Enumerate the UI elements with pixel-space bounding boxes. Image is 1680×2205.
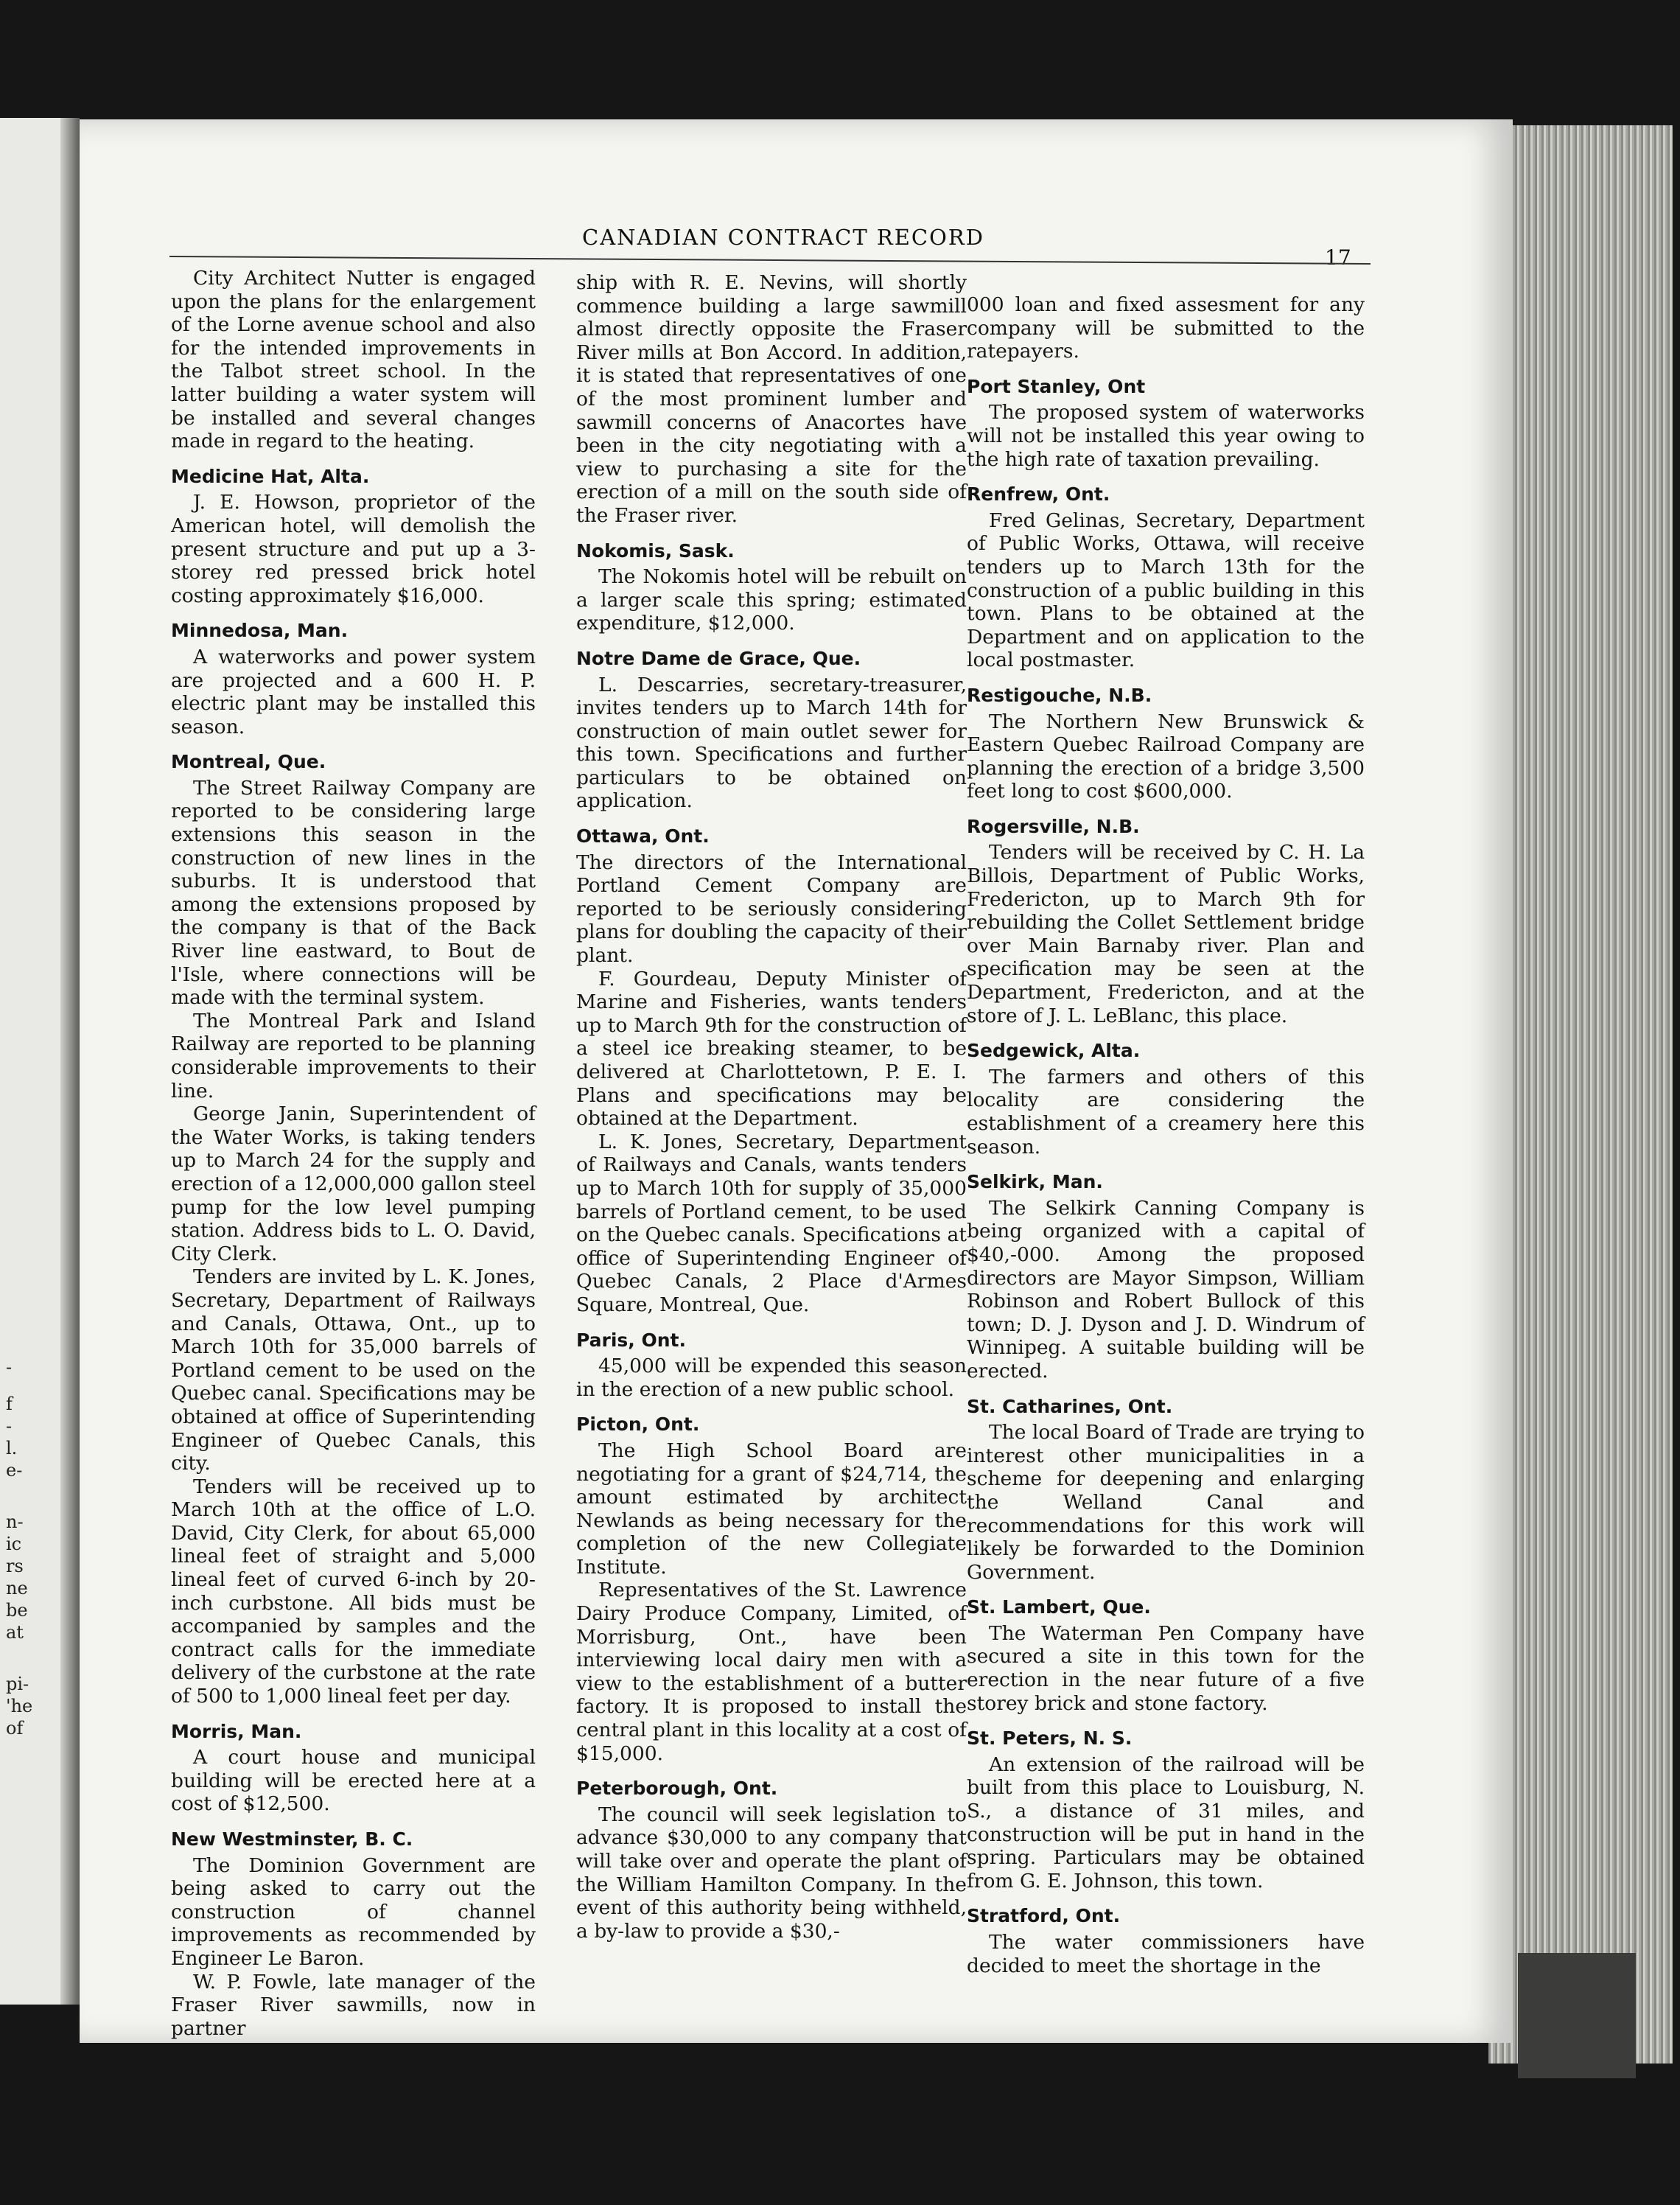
fragment: at xyxy=(6,1622,24,1643)
place-heading: Rogersville, N.B. xyxy=(967,815,1140,837)
fragment: ic xyxy=(6,1534,22,1554)
paragraph: The local Board of Trade are trying to interest other municipalities in a scheme for deepening and enlarging the Welland Canal and recommendations for this work will likely be forwarded to the Dominion Government. xyxy=(967,1421,1365,1584)
paragraph: The Northern New Brunswick & Eastern Quebec Railroad Company are planning the erection of a bridge 3,500 feet long to cost $600,000. xyxy=(967,710,1365,803)
fragment: be xyxy=(6,1600,28,1621)
place-heading: Port Stanley, Ont xyxy=(967,375,1146,397)
place-heading: St. Peters, N. S. xyxy=(967,1727,1133,1750)
paragraph: The Street Railway Company are reported to be considering large extensions this season in the construction of new lines in the suburbs. It is understood that among the extensions proposed by the company is that of the Back River line eastward, to Bout de l'Isle, where connections will be made with the terminal system. xyxy=(171,776,536,1010)
paragraph: Tenders will be received up to March 10th at the office of L.O. David, City Clerk, for about 65,000 lineal feet of straight and 5,000 lineal feet of curved 6-inch by 20-inch curbstone. All bids must be accompanied by samples and the contract calls for the immediate delivery of the curbstone at the rate of 500 to 1,000 lineal feet per day. xyxy=(171,1475,536,1708)
paragraph: Tenders will be received by C. H. La Billois, Department of Public Works, Fredericton, up to March 9th for rebuilding the Collet Settlement bridge over Main Barnaby river. Plan and specification may be seen at the Department, Fredericton, and at the store of J. L. LeBlanc, this place. xyxy=(967,841,1365,1027)
paragraph: F. Gourdeau, Deputy Minister of Marine and Fisheries, wants tenders up to March 9th for the construction of a steel ice breaking steamer, to be delivered at Charlottetown, P. E. I. Plans and specifications may be obtained at the Department. xyxy=(576,967,967,1131)
paragraph: The Nokomis hotel will be rebuilt on a larger scale this spring; estimated expenditure, $12,000. xyxy=(576,565,967,635)
place-heading: Peterborough, Ont. xyxy=(576,1778,778,1800)
paragraph: The Dominion Government are being asked to carry out the construction of channel improvements as recommended by Engineer Le Baron. xyxy=(171,1853,536,1970)
place-heading: Sedgewick, Alta. xyxy=(967,1040,1141,1062)
paragraph: A waterworks and power system are projected and a 600 H. P. electric plant may be installed this season. xyxy=(171,645,536,738)
fragment: - xyxy=(6,1357,13,1377)
column-2 xyxy=(576,271,967,1943)
column-3 xyxy=(967,293,1365,1977)
paragraph: L. Descarries, secretary-treasurer, invites tenders up to March 14th for construction of main outlet sewer for this town. Specifications and further particulars to be obtained on application. xyxy=(576,673,967,813)
book-cover-corner xyxy=(1518,1953,1636,2078)
fragment: 'he xyxy=(6,1696,33,1716)
place-heading: New Westminster, B. C. xyxy=(171,1828,413,1850)
place-heading: Montreal, Que. xyxy=(171,751,326,773)
paragraph: 000 loan and fixed assesment for any company will be submitted to the ratepayers. xyxy=(967,293,1365,363)
place-heading: Renfrew, Ont. xyxy=(967,483,1110,506)
paragraph: The Waterman Pen Company have secured a site in this town for the erection in the near future of a five storey brick and stone factory. xyxy=(967,1621,1365,1715)
place-heading: Restigouche, N.B. xyxy=(967,684,1152,706)
paragraph: W. P. Fowle, late manager of the Fraser River sawmills, now in partner xyxy=(171,1970,536,2040)
fragment: rs xyxy=(6,1556,24,1576)
fragment: pi- xyxy=(6,1674,29,1694)
running-header: CANADIAN CONTRACT RECORD xyxy=(582,225,984,250)
fragment: l. xyxy=(6,1438,18,1458)
place-heading: Ottawa, Ont. xyxy=(576,825,710,848)
fragment: - xyxy=(6,1416,13,1436)
book-page-edges xyxy=(1488,125,1673,2064)
paragraph: The council will seek legislation to advance $30,000 to any company that will take over and operate the plant of the William Hamilton Company. In the event of this authority being withheld, a by-law to provide a $30,- xyxy=(576,1803,967,1943)
place-heading: Stratford, Ont. xyxy=(967,1905,1121,1927)
place-heading: St. Lambert, Que. xyxy=(967,1596,1151,1618)
paragraph: ship with R. E. Nevins, will shortly commence building a large sawmill almost directly opposite the Fraser River mills at Bon Accord. In addition, it is stated that representatives of one of the most prominent lumber and sawmill concerns of Anacortes have been in the city negotiating with a view to purchasing a site for the erection of a mill on the south side of the Fraser river. xyxy=(576,271,967,527)
fragment: ne xyxy=(6,1578,28,1598)
book-gutter xyxy=(60,118,80,2005)
paragraph: The water commissioners have decided to meet the shortage in the xyxy=(967,1931,1365,1977)
fragment: of xyxy=(6,1718,24,1739)
paragraph: George Janin, Superintendent of the Water Works, is taking tenders up to March 24 for the supply and erection of a 12,000,000 gallon steel pump for the low level pumping station. Address bids to L. O. David, City Clerk. xyxy=(171,1102,536,1265)
paragraph: Fred Gelinas, Secretary, Department of Public Works, Ottawa, will receive tenders up to March 13th for the construction of a public building in this town. Plans to be obtained at the Department and on application to the local postmaster. xyxy=(967,509,1365,672)
place-heading: Notre Dame de Grace, Que. xyxy=(576,647,861,669)
paragraph: Tenders are invited by L. K. Jones, Secretary, Department of Railways and Canals, Ottawa, Ont., up to March 10th for 35,000 barrels of Portland cement to be used on the Quebec canal. Specifications may be obtained at office of Superintending Engineer of Quebec Canals, this city. xyxy=(171,1265,536,1475)
paragraph: The High School Board are negotiating for a grant of $24,714, the amount estimated by architect Newlands as being necessary for the completion of the new Collegiate Institute. xyxy=(576,1439,967,1579)
paragraph: The Montreal Park and Island Railway are reported to be planning considerable improvements to their line. xyxy=(171,1009,536,1102)
place-heading: Medicine Hat, Alta. xyxy=(171,465,370,487)
place-heading: Morris, Man. xyxy=(171,1720,302,1742)
place-heading: Paris, Ont. xyxy=(576,1329,686,1351)
page-number: 17 xyxy=(1325,245,1351,270)
column-1 xyxy=(171,267,536,2040)
place-heading: Selkirk, Man. xyxy=(967,1171,1103,1193)
paragraph: The farmers and others of this locality are considering the establishment of a creamery here this season. xyxy=(967,1065,1365,1159)
paragraph: L. K. Jones, Secretary, Department of Railways and Canals, wants tenders up to March 10th for supply of 35,000 barrels of Portland cement, to be used on the Quebec canals. Specifications at office of Superintending Engineer of Quebec Canals, 2 Place d'Armes Square, Montreal, Que. xyxy=(576,1130,967,1316)
place-heading: Picton, Ont. xyxy=(576,1413,700,1436)
paragraph: The directors of the International Portland Cement Company are reported to be seriously considering plans for doubling the capacity of their plant. xyxy=(576,850,967,968)
paragraph: Representatives of the St. Lawrence Dairy Produce Company, Limited, of Morrisburg, Ont., have been interviewing local dairy men with a view to the establishment of a butter factory. It is proposed to install the central plant in this locality at a cost of $15,000. xyxy=(576,1579,967,1765)
fragment: e- xyxy=(6,1460,23,1481)
place-heading: Minnedosa, Man. xyxy=(171,620,349,642)
paragraph: An extension of the railroad will be built from this place to Louisburg, N. S., a distance of 31 miles, and construction will be put in hand in the spring. Particulars may be obtained from G. E. Johnson, this town. xyxy=(967,1753,1365,1893)
place-heading: St. Catharines, Ont. xyxy=(967,1395,1173,1417)
paragraph: A court house and municipal building will be erected here at a cost of $12,500. xyxy=(171,1746,536,1816)
place-heading: Nokomis, Sask. xyxy=(576,539,735,562)
fragment: f xyxy=(6,1394,13,1414)
paragraph: The Selkirk Canning Company is being organized with a capital of $40,-000. Among the proposed directors are Mayor Simpson, William Robinson and Robert Bullock of this town; D. J. Dyson and J. D. Windrum of Winnipeg. A suitable building will be erected. xyxy=(967,1196,1365,1383)
paragraph: 45,000 will be expended this season in the erection of a new public school. xyxy=(576,1355,967,1401)
left-page-fragments xyxy=(6,1356,32,1739)
paragraph: The proposed system of waterworks will not be installed this year owing to the high rate of taxation prevailing. xyxy=(967,401,1365,471)
paragraph: City Architect Nutter is engaged upon the plans for the enlargement of the Lorne avenue school and also for the intended improvements in the Talbot street school. In the latter building a water system will be installed and several changes made in regard to the heating. xyxy=(171,267,536,453)
fragment: n- xyxy=(6,1512,24,1532)
paragraph: J. E. Howson, proprietor of the American hotel, will demolish the present structure and put up a 3-storey red pressed brick hotel costing approximately $16,000. xyxy=(171,491,536,607)
